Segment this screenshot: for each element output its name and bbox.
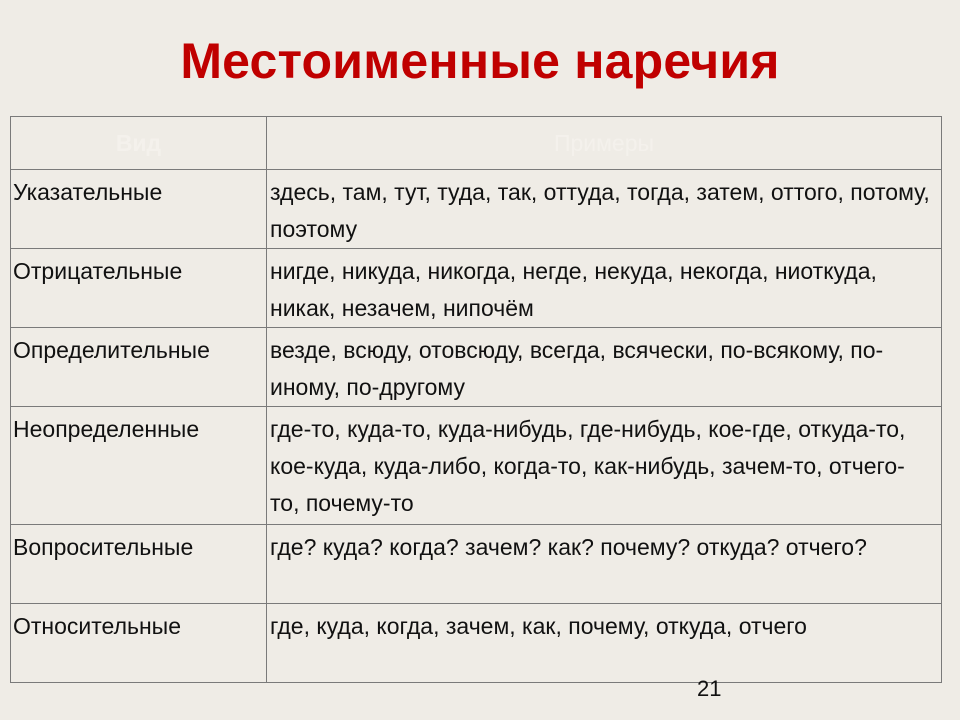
row-examples-cell: нигде, никуда, никогда, негде, некуда, некогда, ниоткуда, никак, незачем, нипочём: [267, 249, 942, 328]
row-type-cell: Указательные: [11, 170, 267, 249]
row-examples-cell: где, куда, когда, зачем, как, почему, откуда, отчего: [267, 604, 942, 683]
table-header-row: [11, 117, 942, 170]
table-row: [11, 328, 942, 407]
table-row: [11, 525, 942, 604]
pronominal-adverbs-table: [10, 116, 942, 683]
row-examples-cell: где? куда? когда? зачем? как? почему? откуда? отчего?: [267, 525, 942, 604]
table-row: [11, 170, 942, 249]
header-type: Вид: [11, 117, 267, 170]
row-type-cell: Определительные: [11, 328, 267, 407]
row-examples-cell: везде, всюду, отовсюду, всегда, всячески, по-всякому, по-иному, по-другому: [267, 328, 942, 407]
row-type-cell: Отрицательные: [11, 249, 267, 328]
header-examples: Примеры: [267, 117, 942, 170]
slide-title: Местоименные наречия: [180, 33, 780, 89]
row-examples-cell: где-то, куда-то, куда-нибудь, где-нибудь, кое-где, откуда-то, кое-куда, куда-либо, когда-то, как-нибудь, зачем-то, отчего-то, почему-то: [267, 407, 942, 525]
row-examples-cell: здесь, там, тут, туда, так, оттуда, тогда, затем, оттого, потому, поэтому: [267, 170, 942, 249]
page-number: 21: [697, 676, 722, 701]
table-row: [11, 407, 942, 525]
row-type-cell: Вопросительные: [11, 525, 267, 604]
table-row: [11, 249, 942, 328]
table-row: [11, 604, 942, 683]
row-type-cell: Неопределенные: [11, 407, 267, 525]
row-type-cell: Относительные: [11, 604, 267, 683]
